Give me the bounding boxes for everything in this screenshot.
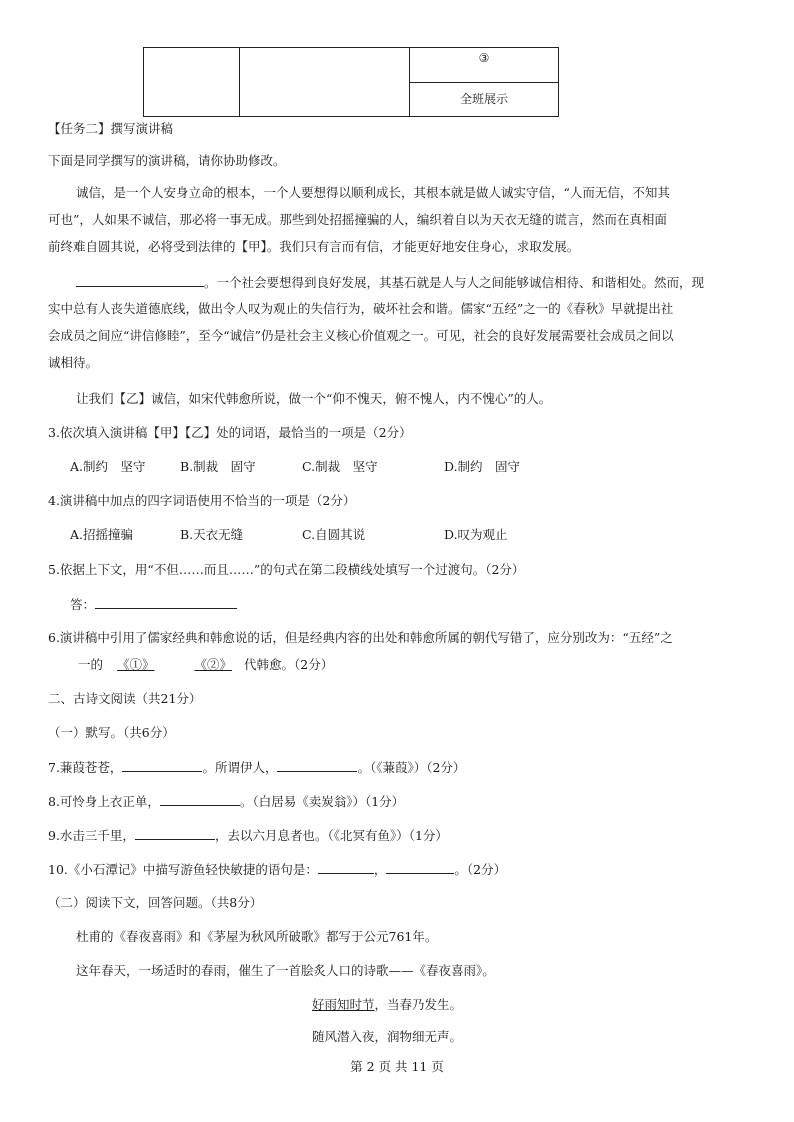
q5-answer [70, 596, 237, 613]
table-cell-empty-1 [144, 48, 240, 116]
q7 [48, 759, 465, 776]
q10-blank-1[interactable] [318, 861, 374, 874]
part1-title: （一）默写。（共6分） [48, 725, 175, 740]
q3-option-a[interactable]: A.制约 坚守 [70, 459, 146, 474]
q9 [48, 827, 448, 844]
q8 [48, 793, 404, 810]
q5-answer-label: 答： [70, 597, 96, 612]
poem-line1-underlined: 好雨知时节 [312, 997, 375, 1012]
table-cell-group [410, 48, 558, 116]
activity-table [143, 47, 559, 117]
speech-p3: 让我们【乙】诚信，如宋代韩愈所说，做一个“仰不愧天，俯不愧人，内不愧心”的人。 [76, 391, 552, 406]
q9-blank[interactable] [135, 827, 215, 840]
page-footer: 第 2 页 共 11 页 [350, 1059, 444, 1074]
section2-title: 二、古诗文阅读（共21分） [48, 691, 202, 706]
q6-line2-suffix: 代韩愈。（2分） [244, 657, 334, 672]
q6-stem: 6.演讲稿中引用了儒家经典和韩愈说的话，但是经典内容的出处和韩愈所属的朝代写错了，应分别改为：“五经”之 [48, 630, 673, 645]
reading-line1: 杜甫的《春夜喜雨》和《茅屋为秋风所破歌》都写于公元761年。 [76, 929, 438, 944]
speech-p1-line2: 可也”，人如果不诚信，那必将一事无成。那些到处招摇撞骗的人，编织着自以为天衣无缝的谎言，然而在真相面 [48, 212, 667, 227]
task2-title: 【任务二】撰写演讲稿 [48, 121, 174, 136]
speech-p1-line1: 诚信，是一个人安身立命的根本，一个人要想得以顺利成长，其根本就是做人诚实守信，“人而无信，不知其 [76, 185, 670, 200]
part2-title: （二）阅读下文，回答问题。（共8分） [48, 895, 263, 910]
speech-p2-line2: 实中总有人丧失道德底线，做出令人叹为观止的失信行为，破坏社会和谐。儒家“五经”之一的《春秋》早就提出社 [48, 301, 674, 316]
q10 [48, 861, 506, 878]
q6-line2-prefix: 一的 [78, 657, 104, 672]
q7-text-a: 7.蒹葭苍苍， [48, 760, 123, 775]
q9-text-b: ，去以六月息者也。（《北冥有鱼》）（1分） [214, 828, 448, 843]
q3-option-d[interactable]: D.制约 固守 [444, 459, 521, 474]
q9-text-a: 9.水击三千里， [48, 828, 135, 843]
q10-text-end: 。（2分） [454, 862, 507, 877]
q4-stem: 4.演讲稿中加点的四字词语使用不恰当的一项是（2分） [48, 493, 356, 508]
q5-stem: 5.依据上下文，用“不但……而且……”的句式在第二段横线处填写一个过渡句。（2分） [48, 562, 525, 577]
q7-text-c: 。（《蒹葭》）（2分） [357, 760, 466, 775]
speech-p2-line1 [76, 274, 704, 291]
q6-blank-2[interactable]: 《②》 [194, 657, 233, 672]
q7-blank-1[interactable] [122, 759, 202, 772]
q6-blank-1[interactable]: 《①》 [117, 657, 155, 672]
q10-separator: ， [373, 862, 387, 877]
q3-stem: 3.依次填入演讲稿【甲】【乙】处的词语，最恰当的一项是（2分） [48, 425, 412, 440]
table-cell-empty-2 [240, 48, 410, 116]
q6-line2 [78, 657, 333, 673]
speech-p2-line1-text: 。一个社会要想得到良好发展，其基石就是人与人之间能够诚信相待、和谐相处。然而，现 [204, 275, 705, 290]
speech-p1-line3: 前终难自圆其说，必将受到法律的【甲】。我们只有言而有信，才能更好地安住身心，求取发展。 [48, 239, 580, 254]
table-cell-show: 全班展示 [459, 92, 508, 106]
q4-option-b[interactable]: B.天衣无缝 [180, 527, 244, 542]
speech-p2-line3: 会成员之间应“讲信修睦”，至今“诚信”仍是社会主义核心价值观之一。可见，社会的良好发展需要社会成员之间以 [48, 328, 674, 343]
q4-option-c[interactable]: C.自圆其说 [302, 527, 366, 542]
task2-intro: 下面是同学撰写的演讲稿，请你协助修改。 [48, 153, 286, 168]
q3-option-b[interactable]: B.制裁 固守 [180, 459, 256, 474]
speech-p2-line4: 诚相待。 [48, 355, 99, 370]
transition-sentence-blank[interactable] [76, 274, 204, 287]
q10-text-a: 10.《小石潭记》中描写游鱼轻快敏捷的语句是： [48, 862, 318, 877]
poem-line1 [312, 997, 462, 1013]
q3-option-c[interactable]: C.制裁 坚守 [302, 459, 378, 474]
reading-line2: 这年春天，一场适时的春雨，催生了一首脍炙人口的诗歌——《春夜喜雨》。 [76, 963, 495, 978]
poem-line1-rest: ，当春乃发生。 [374, 997, 463, 1012]
q7-blank-2[interactable] [277, 759, 357, 772]
q5-answer-blank[interactable] [95, 596, 237, 609]
table-cell-circle-number: ③ [410, 48, 558, 83]
poem-line2: 随风潜入夜，润物细无声。 [312, 1029, 463, 1044]
q7-text-b: 。所谓伊人， [202, 760, 278, 775]
q4-option-a[interactable]: A.招摇撞骗 [70, 527, 134, 542]
q8-text-a: 8.可怜身上衣正单， [48, 794, 160, 809]
q8-blank[interactable] [160, 793, 240, 806]
q4-option-d[interactable]: D.叹为观止 [444, 527, 508, 542]
q8-text-b: 。（白居易《卖炭翁》）（1分） [239, 794, 405, 809]
q10-blank-2[interactable] [386, 861, 454, 874]
